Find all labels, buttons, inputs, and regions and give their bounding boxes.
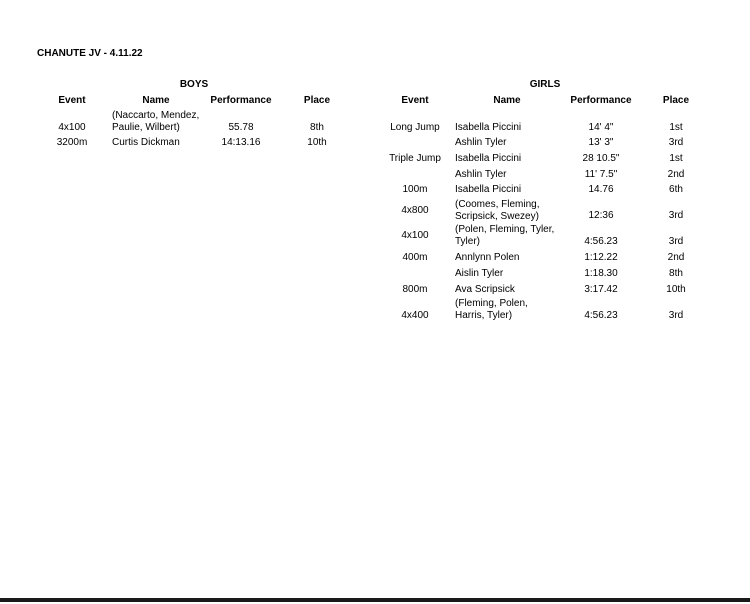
girls-row-9-performance: 3:17.42 [584,284,618,295]
girls-row-2-performance: 28 10.5" [582,153,620,164]
boys-row-1-event: 3200m [56,137,88,148]
boys-row-0-performance: 55.78 [228,122,254,133]
girls-row-1-name: Ashlin Tyler [455,137,507,148]
girls-row-0-event: Long Jump [390,122,440,133]
girls-row-10-performance: 4:56.23 [584,310,618,321]
girls-row-6-event: 4x100 [401,230,429,241]
boys-row-0-place: 8th [310,122,324,133]
girls-col-name: Name [493,95,521,106]
girls-row-8-name: Aislin Tyler [455,268,504,279]
girls-row-2-event: Triple Jump [389,153,441,164]
bottom-divider [0,598,750,602]
girls-row-8-performance: 1:18.30 [584,268,618,279]
girls-row-4-place: 6th [669,184,683,195]
page-title: CHANUTE JV - 4.11.22 [37,48,143,59]
girls-row-0-performance: 14' 4" [588,122,614,133]
girls-row-3-performance: 11' 7.5" [584,169,618,180]
girls-row-1-performance: 13' 3" [588,137,614,148]
girls-row-10-place: 3rd [668,310,684,321]
girls-row-6-place: 3rd [668,236,684,247]
girls-row-6-name: (Polen, Fleming, Tyler, Tyler) [455,224,555,247]
girls-row-7-performance: 1:12.22 [584,252,618,263]
girls-row-0-place: 1st [669,122,683,133]
girls-row-9-event: 800m [402,284,428,295]
girls-row-3-name: Ashlin Tyler [455,169,507,180]
girls-row-9-name: Ava Scripsick [455,284,515,295]
girls-row-3-place: 2nd [667,169,685,180]
girls-col-place: Place [662,95,690,106]
girls-row-2-place: 1st [669,153,683,164]
girls-row-7-event: 400m [402,252,428,263]
girls-row-4-event: 100m [402,184,428,195]
boys-col-place: Place [303,95,331,106]
boys-col-performance: Performance [210,95,272,106]
boys-row-0-name: (Naccarto, Mendez, Paulie, Wilbert) [112,110,200,133]
girls-row-1-place: 3rd [668,137,684,148]
girls-heading: GIRLS [529,79,561,90]
girls-row-4-name: Isabella Piccini [455,184,522,195]
girls-row-7-place: 2nd [667,252,685,263]
boys-row-1-name: Curtis Dickman [112,137,180,148]
girls-row-5-place: 3rd [668,210,684,221]
boys-row-1-place: 10th [307,137,327,148]
girls-row-8-place: 8th [669,268,683,279]
girls-row-9-place: 10th [666,284,686,295]
girls-row-0-name: Isabella Piccini [455,122,522,133]
girls-col-event: Event [401,95,429,106]
boys-row-0-event: 4x100 [58,122,86,133]
boys-col-event: Event [58,95,86,106]
girls-row-10-name: (Fleming, Polen, Harris, Tyler) [455,298,528,321]
girls-row-10-event: 4x400 [401,310,429,321]
girls-row-4-performance: 14.76 [588,184,614,195]
girls-row-6-performance: 4:56.23 [584,236,618,247]
girls-row-7-name: Annlynn Polen [455,252,520,263]
girls-row-2-name: Isabella Piccini [455,153,522,164]
boys-col-name: Name [142,95,170,106]
girls-row-5-performance: 12:36 [588,210,614,221]
girls-row-5-event: 4x800 [401,205,429,216]
boys-heading: BOYS [179,79,209,90]
girls-col-performance: Performance [570,95,632,106]
girls-row-5-name: (Coomes, Fleming, Scripsick, Swezey) [455,199,540,222]
boys-row-1-performance: 14:13.16 [221,137,261,148]
